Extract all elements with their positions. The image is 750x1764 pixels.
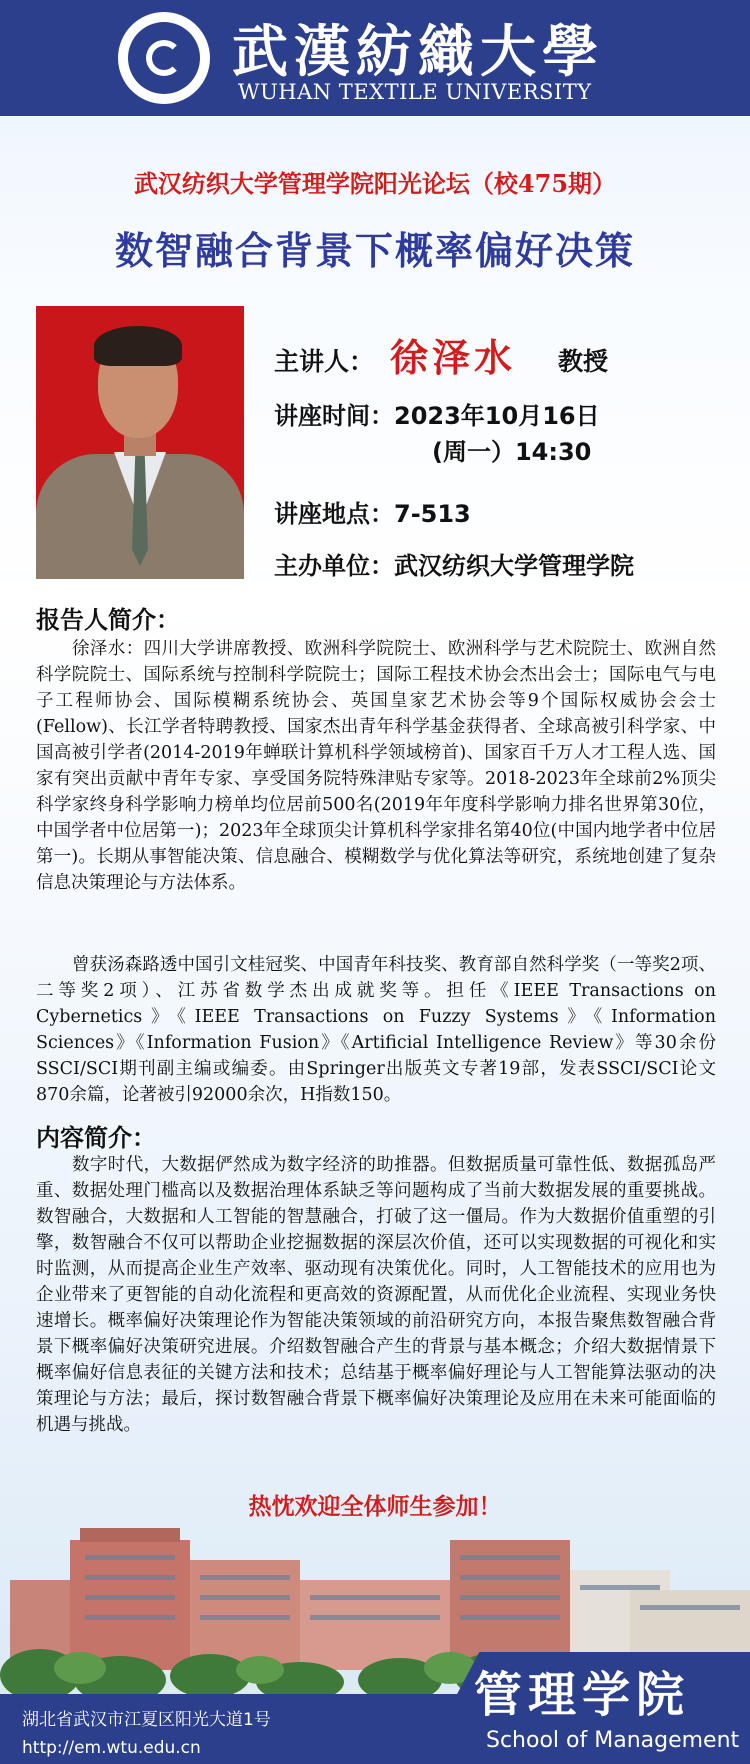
host-label: 主办单位：	[274, 552, 394, 580]
university-name-cn: 武漢紡織大學	[232, 19, 604, 85]
school-name-en: School of Management	[486, 1728, 740, 1753]
bio-paragraph-1: 徐泽水：四川大学讲席教授、欧洲科学院院士、欧洲科学与艺术院院士、欧洲自然科学院院士、国际系统与控制科学院院士；国际工程技术协会杰出会士；国际电气与电子工程师协会、国际模糊系统协会、英国皇家艺术协会等9个国际权威协会会士(Fellow)、长江学者特聘教授、国家杰出青年科学基金获得者、全球高被引科学家、中国高被引学者(2014-2019年蝉联计算机科学领域榜首)、国家百千万人才工程人选、国家有突出贡献中青年专家、享受国务院特殊津贴专家等。2018-2023年全球前2%顶尖科学家终身科学影响力榜单均位居前500名(2019年年度科学影响力排名世界第30位，中国学者中位居第一)；2023年全球顶尖计算机科学家排名第40位(中国内地学者中位居第一)。长期从事智能决策、信息融合、模糊数学与优化算法等研究，系统地创建了复杂信息决策理论与方法体系。	[36, 639, 716, 893]
header-banner	[0, 0, 750, 116]
lecture-place	[274, 494, 471, 529]
lecture-title: 数智融合背景下概率偏好决策	[114, 229, 635, 273]
place-value: 7-513	[394, 500, 471, 528]
content-paragraph: 数字时代，大数据俨然成为数字经济的助推器。但数据质量可靠性低、数据孤岛严重、数据处理门槛高以及数据治理体系缺乏等问题构成了当前大数据发展的重要挑战。数智融合，大数据和人工智能的智慧融合，打破了这一僵局。作为大数据价值重塑的引擎，数智融合不仅可以帮助企业挖掘数据的深层次价值，还可以实现数据的可视化和实时监测，从而提高企业生产效率、驱动现有决策优化。同时，人工智能技术的应用也为企业带来了更智能的自动化流程和更高效的资源配置，从而优化企业流程、实现业务快速增长。概率偏好决策理论作为智能决策领域的前沿研究方向，本报告聚焦数智融合背景下概率偏好决策研究进展。介绍数智融合产生的背景与基本概念；介绍大数据情景下概率偏好信息表征的关键方法和技术；总结基于概率偏好理论与人工智能算法驱动的决策理论与方法；最后，探讨数智融合背景下概率偏好决策理论及应用在未来可能面临的机遇与挑战。	[36, 1155, 716, 1435]
time-weekday: (周一）14:30	[432, 438, 592, 466]
footer-url[interactable]: http://em.wtu.edu.cn	[22, 1738, 201, 1758]
content-heading: 内容简介：	[36, 1124, 156, 1152]
lecture-time	[274, 396, 600, 431]
speaker-photo	[36, 306, 244, 579]
school-name-cn: 管理学院	[474, 1667, 691, 1723]
welcome-message: 热忱欢迎全体师生参加！	[248, 1493, 502, 1520]
lecture-host	[274, 546, 634, 581]
speaker-name: 徐泽水	[390, 335, 517, 380]
place-label: 讲座地点：	[274, 500, 394, 528]
speaker-title: 教授	[558, 347, 609, 376]
forum-title: 武汉纺织大学管理学院阳光论坛（校475期）	[133, 169, 617, 198]
host-value: 武汉纺织大学管理学院	[394, 552, 634, 580]
university-name-en: WUHAN TEXTILE UNIVERSITY	[238, 80, 592, 104]
footer-address: 湖北省武汉市江夏区阳光大道1号	[22, 1710, 271, 1730]
time-date: 2023年10月16日	[394, 402, 600, 430]
bio-paragraph-2: 曾获汤森路透中国引文桂冠奖、中国青年科技奖、教育部自然科学奖（一等奖2项、二等奖2项）、江苏省数学杰出成就奖等。担任《IEEE Transactions on Cybernetics》《IEEE Transactions on Fuzzy Systems》《Information Sciences》《Information Fusion》《Artificial Intelligence Review》等30余份SSCI/SCI期刊副主编或编委。由Springer出版英文专著19部，发表SSCI/SCI论文870余篇，论著被引92000余次，H指数150。	[36, 955, 716, 1105]
bio-heading: 报告人简介：	[36, 606, 180, 634]
time-label: 讲座时间：	[274, 402, 394, 430]
speaker-label: 主讲人：	[274, 347, 375, 376]
university-logo-icon	[118, 12, 210, 104]
